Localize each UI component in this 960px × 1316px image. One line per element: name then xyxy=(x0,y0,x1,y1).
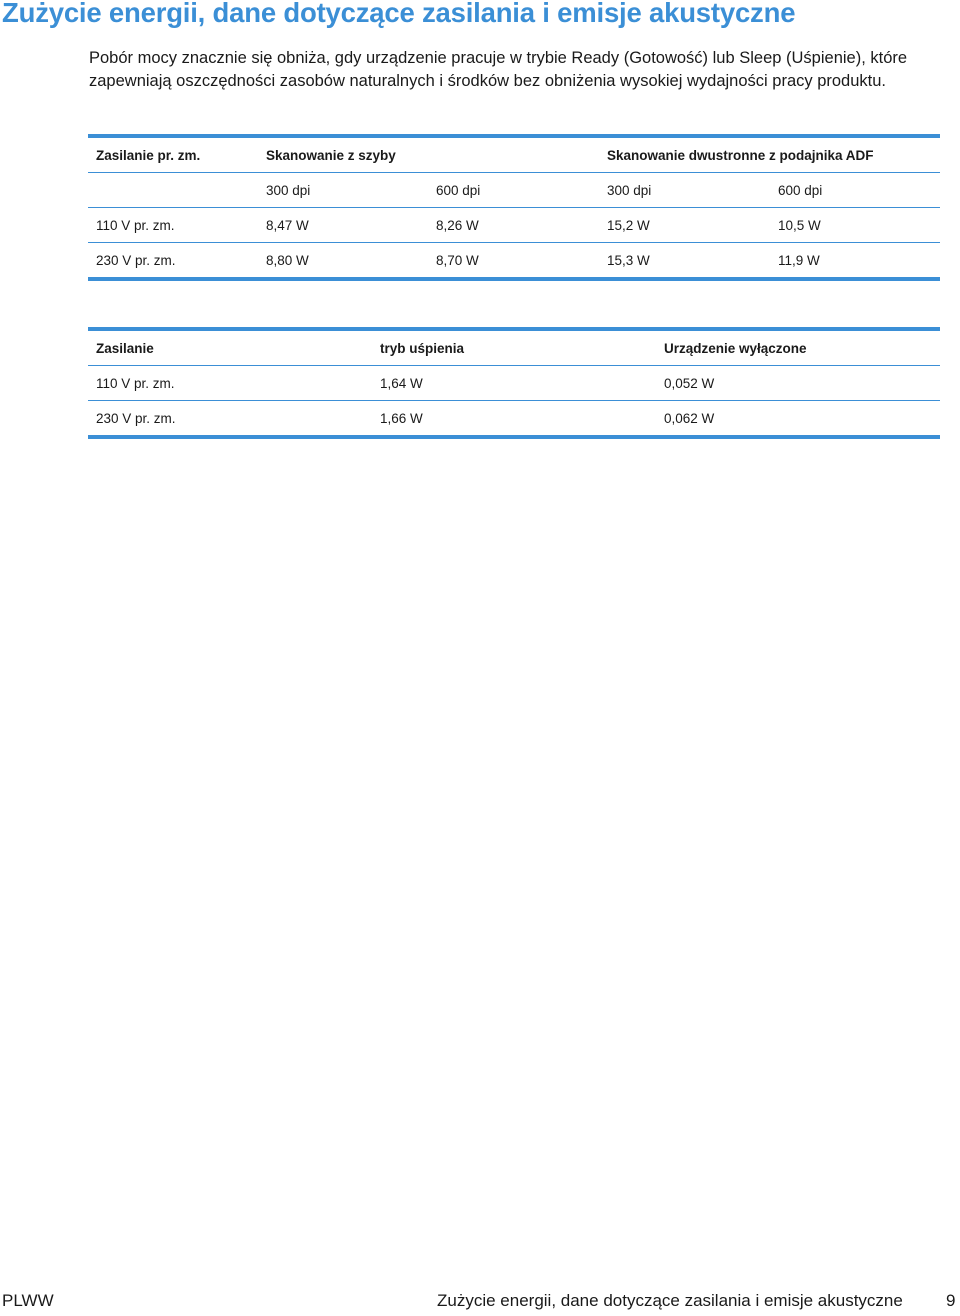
table-cell: 230 V pr. zm. xyxy=(96,410,176,426)
table-cell: 110 V pr. zm. xyxy=(88,366,372,401)
table-cell: 8,47 W xyxy=(258,208,428,243)
table-cell: 230 V pr. zm. xyxy=(96,252,176,268)
table-row xyxy=(88,243,940,280)
footer-locale: PLWW xyxy=(2,1291,54,1310)
table-cell: 8,70 W xyxy=(436,252,479,268)
scan-power-table xyxy=(88,134,940,281)
table-header-row xyxy=(88,136,940,173)
column-header-power: Zasilanie xyxy=(88,329,372,366)
page-title: Zużycie energii, dane dotyczące zasilania i emisje akustyczne xyxy=(2,0,796,28)
column-header-off: Urządzenie wyłączone xyxy=(656,329,940,366)
table-cell: 15,2 W xyxy=(599,208,770,243)
footer-title: Zużycie energii, dane dotyczące zasilania i emisje akustyczne xyxy=(437,1291,903,1310)
subheader-cell: 300 dpi xyxy=(258,173,428,208)
column-header-scan-glass: Skanowanie z szyby xyxy=(258,136,599,173)
subheader-cell: 600 dpi xyxy=(428,173,599,208)
subheader-cell: 600 dpi xyxy=(770,173,940,208)
table-cell: 0,062 W xyxy=(664,410,715,426)
table-cell: 0,052 W xyxy=(656,366,940,401)
table-row xyxy=(88,401,940,438)
table-cell: 11,9 W xyxy=(778,252,820,268)
table-row xyxy=(88,208,940,243)
column-header-power: Zasilanie pr. zm. xyxy=(88,136,258,173)
table-cell: 8,80 W xyxy=(266,252,309,268)
column-header-scan-adf: Skanowanie dwustronne z podajnika ADF xyxy=(599,136,940,173)
table-subheader-row xyxy=(88,173,940,208)
intro-paragraph: Pobór mocy znacznie się obniża, gdy urządzenie pracuje w trybie Ready (Gotowość) lub Sleep (Uśpienie), które zapewniają oszczędności zasobów naturalnych i środków bez obniżenia wysokiej wydajności pracy produktu. xyxy=(89,49,908,90)
table-cell: 8,26 W xyxy=(428,208,599,243)
table-cell: 10,5 W xyxy=(770,208,940,243)
page-number: 9 xyxy=(946,1291,956,1310)
table-cell xyxy=(88,173,258,208)
sleep-power-table xyxy=(88,327,940,439)
table-cell: 15,3 W xyxy=(607,252,650,268)
table-cell: 1,64 W xyxy=(372,366,656,401)
table-cell: 1,66 W xyxy=(380,410,423,426)
subheader-cell: 300 dpi xyxy=(599,173,770,208)
table-header-row xyxy=(88,329,940,366)
column-header-sleep: tryb uśpienia xyxy=(372,329,656,366)
table-row xyxy=(88,366,940,401)
table-cell: 110 V pr. zm. xyxy=(88,208,258,243)
